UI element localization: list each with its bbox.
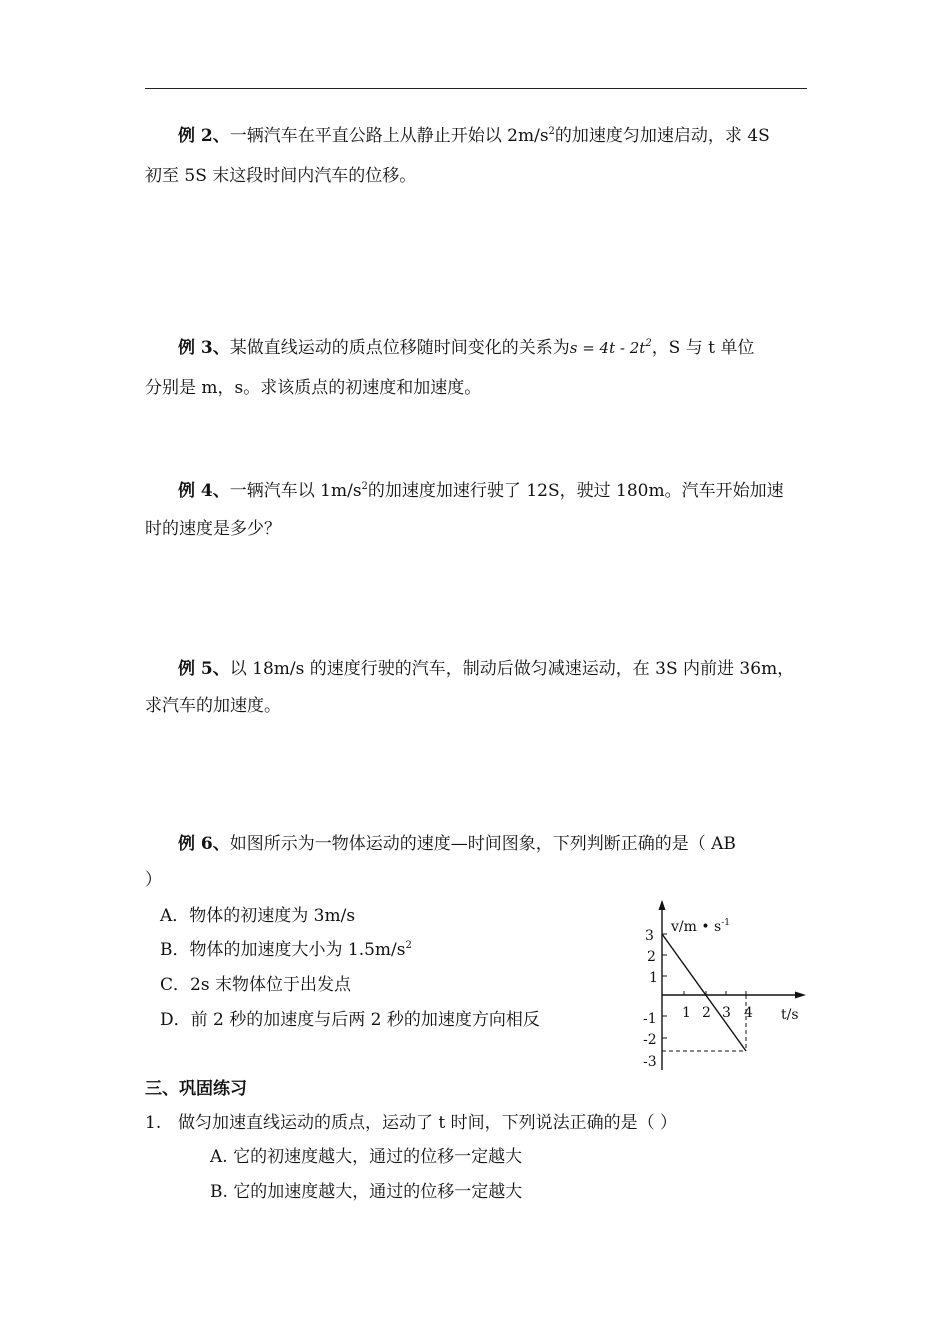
example-3-line-1: 例 3、某做直线运动的质点位移随时间变化的关系为$s = 4t - 2t^2$，S 与 t 单位 (178, 338, 755, 358)
example-4-line-1: 例 4、一辆汽车以 $1m/s^2$的加速度加速行驶了 12S，驶过 180m。汽车开始加速 (178, 481, 784, 501)
example-3-line-2: 分别是 m，s。求该质点的初速度和加速度。 (145, 378, 482, 398)
example-6-line-2: ） (145, 870, 162, 890)
header-rule (145, 88, 807, 89)
option-a: A．物体的初速度为 3m/s (160, 906, 356, 926)
question-1-number: 1. (145, 1113, 162, 1133)
question-1-option-a: A. 它的初速度越大，通过的位移一定越大 (210, 1147, 523, 1167)
x-axis-arrow (795, 992, 806, 999)
example-4-line-2: 时的速度是多少？ (145, 519, 281, 539)
example-2-line-1: 例 2、一辆汽车在平直公路上从静止开始以 $2m/s^2$的加速度匀加速启动，求 4S (178, 126, 770, 146)
x-tick-label: 4 (744, 1005, 753, 1021)
y-tick-label: -3 (643, 1054, 657, 1070)
example-6-label: 例 6、 (178, 834, 230, 854)
y-tick-label: -1 (643, 1011, 657, 1027)
velocity-line (662, 934, 746, 1051)
y-tick-label: -2 (643, 1032, 657, 1048)
x-axis-label: t/s (781, 1007, 799, 1023)
example-5-line-1: 例 5、以 18m/s 的速度行驶的汽车，制动后做匀减速运动，在 3S 内前进 36m， (178, 659, 795, 679)
y-axis-arrow (659, 900, 666, 910)
x-tick-label: 3 (722, 1005, 731, 1021)
example-2-line-2: 初至 5S 末这段时间内汽车的位移。 (145, 166, 417, 186)
example-6-line-1: 例 6、如图所示为一物体运动的速度—时间图象，下列判断正确的是（ AB (178, 834, 736, 854)
example-5-label: 例 5、 (178, 659, 230, 679)
section-title: 三、巩固练习 (145, 1079, 247, 1099)
example-3-label: 例 3、 (178, 338, 230, 358)
x-tick-label: 2 (702, 1005, 711, 1021)
example-4-label: 例 4、 (178, 481, 230, 501)
velocity-time-graph (636, 898, 816, 1073)
example-2-label: 例 2、 (178, 126, 230, 146)
y-axis-label: v/m • $s^{-1}$ (671, 918, 731, 935)
y-tick-label: 3 (645, 928, 654, 944)
y-tick-label: 1 (649, 970, 658, 986)
y-tick-label: 2 (647, 949, 656, 965)
example-5-line-2: 求汽车的加速度。 (145, 696, 281, 716)
option-b: B．物体的加速度大小为 $1.5m/s^2$ (160, 940, 412, 960)
option-c: C．2s 末物体位于出发点 (160, 975, 351, 995)
option-d: D．前 2 秒的加速度与后两 2 秒的加速度方向相反 (160, 1010, 540, 1030)
question-1-text: 做匀加速直线运动的质点，运动了 t 时间，下列说法正确的是（ ） (178, 1113, 678, 1133)
x-tick-label: 1 (682, 1005, 691, 1021)
question-1-option-b: B. 它的加速度越大，通过的位移一定越大 (210, 1182, 523, 1202)
formula: $s = 4t - 2t^2$ (569, 338, 652, 357)
